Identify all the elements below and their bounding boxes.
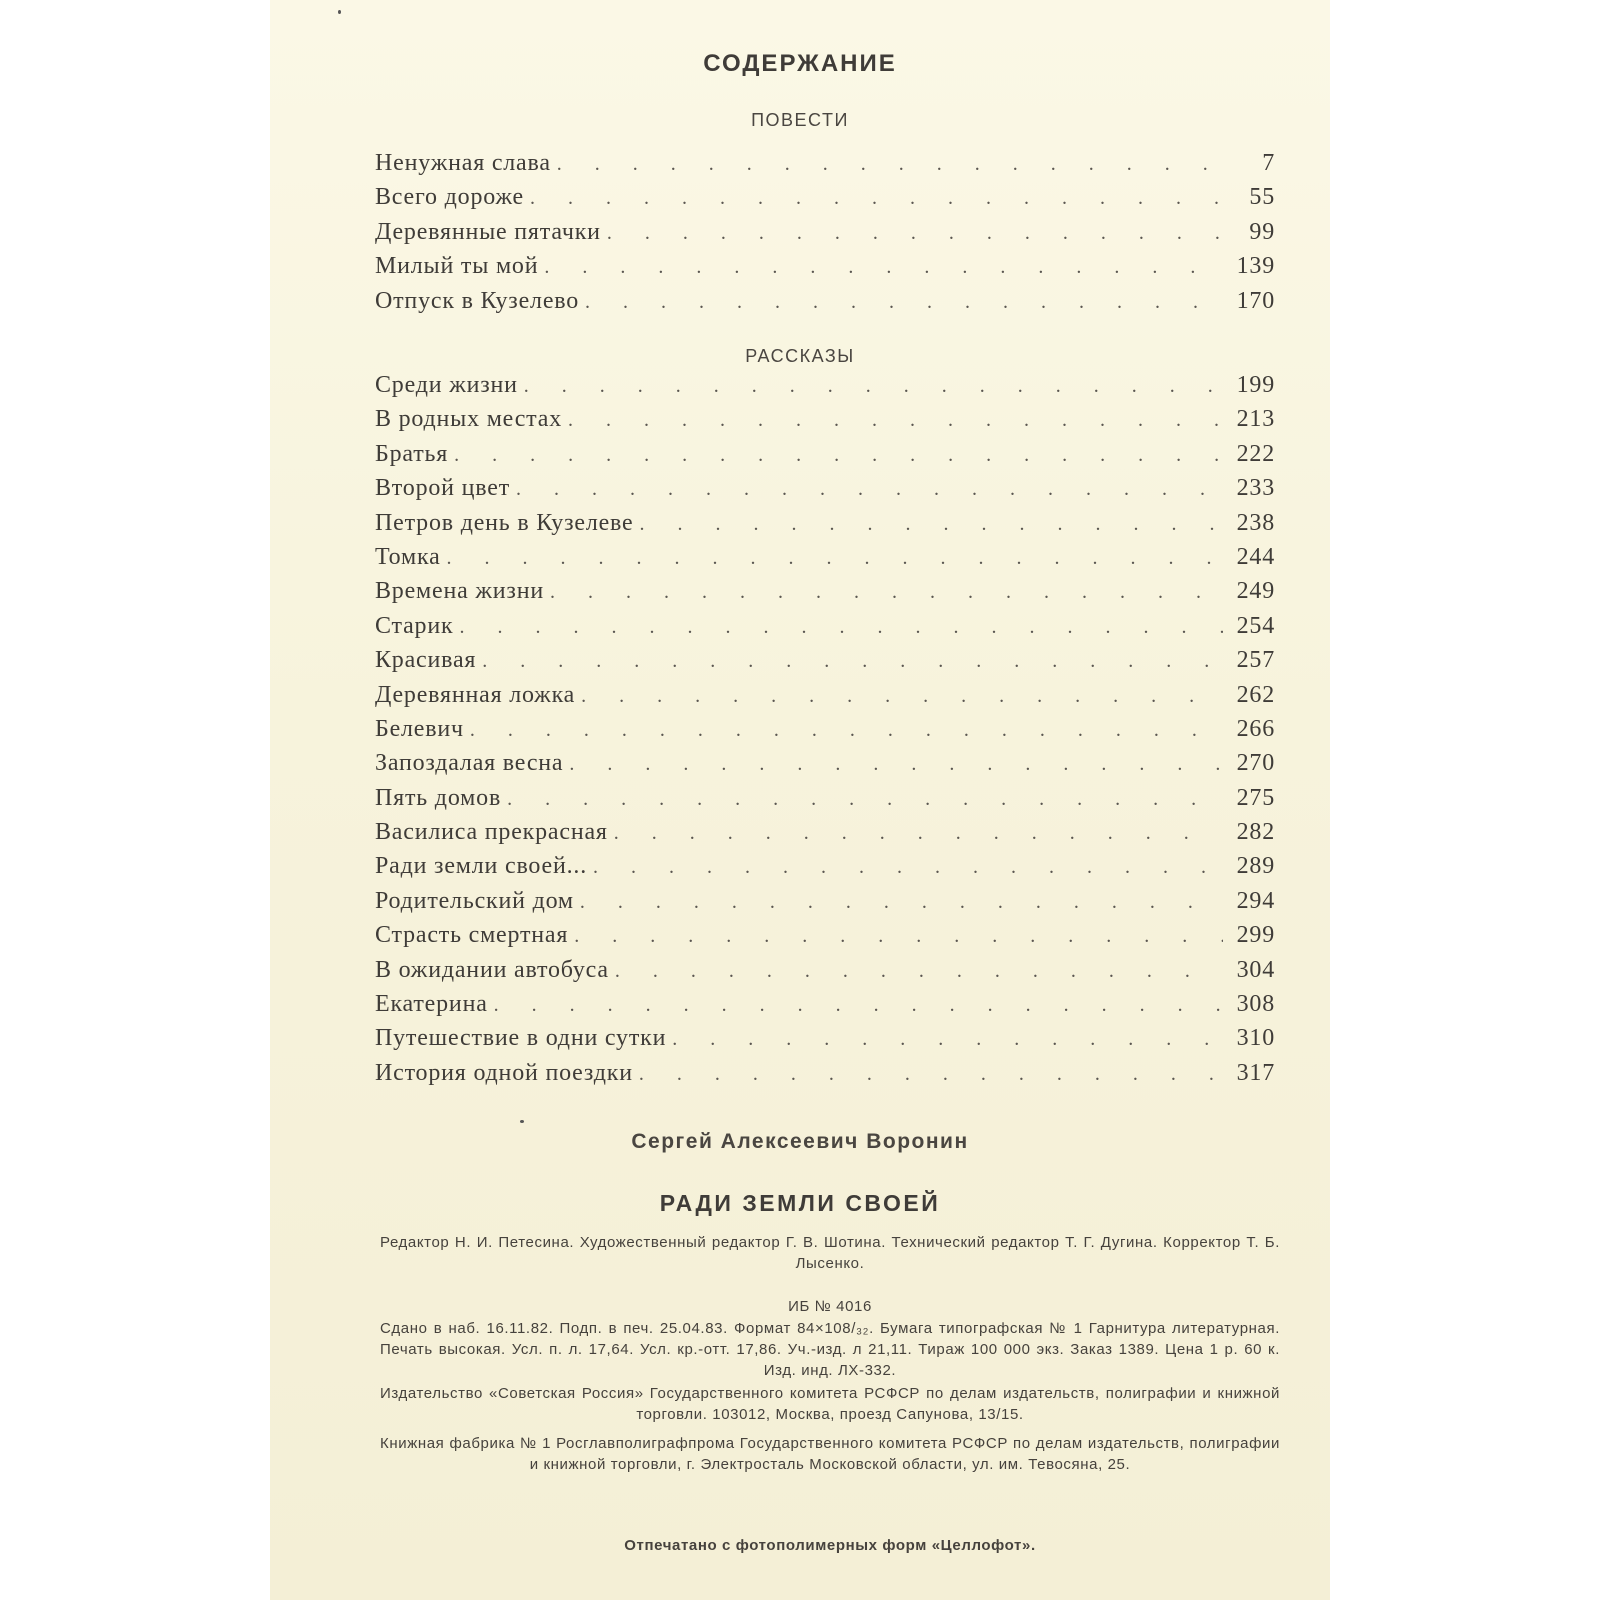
- dot-leader: [544, 256, 1223, 279]
- entry-title: Белевич: [375, 715, 464, 742]
- entry-title: Братья: [375, 440, 449, 467]
- section-title-rasskazy: РАССКАЗЫ: [745, 346, 855, 366]
- paper-speck: [338, 10, 341, 14]
- toc-entry: [375, 1060, 1275, 1094]
- entry-title: Родительский дом: [375, 887, 574, 914]
- entry-page: 317: [1236, 1059, 1275, 1086]
- entry-page: 270: [1236, 750, 1275, 777]
- entry-page: 99: [1249, 218, 1275, 245]
- toc-entry: [375, 253, 1275, 287]
- entry-page: 282: [1236, 819, 1275, 846]
- entry-title: Страсть смертная: [375, 922, 569, 949]
- toc-entry: [375, 716, 1275, 750]
- entry-title: Старик: [375, 612, 454, 639]
- dot-leader: [470, 719, 1223, 742]
- entry-title: Василиса прекрасная: [375, 819, 608, 846]
- entry-title: Путешествие в одни сутки: [375, 1025, 667, 1052]
- entry-title: Деревянная ложка: [375, 681, 576, 708]
- entry-title: В ожидании автобуса: [375, 956, 609, 983]
- dot-leader: [447, 547, 1223, 570]
- printer-info: [380, 1433, 1280, 1475]
- dot-leader: [524, 375, 1223, 398]
- entry-title: Пять домов: [375, 784, 502, 811]
- publisher-info: [380, 1383, 1280, 1425]
- paper-speck: [520, 1120, 524, 1123]
- toc-entry: [375, 372, 1275, 406]
- entry-page: 254: [1236, 612, 1275, 639]
- dot-leader: [454, 444, 1223, 467]
- entry-title: История одной поездки: [375, 1059, 633, 1086]
- book-title: РАДИ ЗЕМЛИ СВОЕЙ: [659, 1190, 941, 1216]
- dot-leader: [516, 478, 1223, 501]
- entry-page: 304: [1236, 956, 1275, 983]
- entry-title: Второй цвет: [375, 475, 510, 502]
- printer-text: Книжная фабрика № 1 Росглавполиграфпрома Государственного комитета РСФСР по делам издательств, полиграфии и книжной торговли, г. Электросталь Московской области, ул. им. Тевосяна, 25.: [380, 1435, 1280, 1473]
- toc-entry: [375, 957, 1275, 991]
- entry-page: 139: [1236, 253, 1275, 280]
- entry-page: 299: [1236, 922, 1275, 949]
- print-specs: [380, 1318, 1280, 1381]
- toc-entry: [375, 991, 1275, 1025]
- dot-leader: [459, 616, 1223, 639]
- toc-entry: [375, 544, 1275, 578]
- entry-page: 238: [1236, 509, 1275, 536]
- toc-entry: [375, 853, 1275, 887]
- entry-title: Всего дороже: [375, 184, 524, 211]
- entry-page: 308: [1236, 991, 1275, 1018]
- entry-page: 262: [1236, 681, 1275, 708]
- entry-page: 213: [1236, 406, 1275, 433]
- entry-title: Екатерина: [375, 991, 488, 1018]
- entry-page: 199: [1236, 372, 1275, 398]
- dot-leader: [507, 788, 1223, 811]
- credits-text: Редактор Н. И. Петесина. Художественный редактор Г. В. Шотина. Технический редактор Т. Г. Дугина. Корректор Т. Б. Лысенко.: [380, 1234, 1280, 1272]
- entry-page: 294: [1236, 887, 1275, 914]
- entry-title: Красивая: [375, 647, 477, 674]
- editor-credits: [380, 1232, 1280, 1274]
- dot-leader: [640, 513, 1224, 536]
- dot-leader: [593, 856, 1223, 879]
- toc-entry: [375, 888, 1275, 922]
- dot-leader: [585, 291, 1223, 314]
- specs-text: Сдано в наб. 16.11.82. Подп. в печ. 25.04.83. Формат 84×108/₃₂. Бумага типографская № 1 Гарнитура литературная. Печать высокая. Усл. п. л. 17,64. Усл. кр.-отт. 17,86. Уч.-изд. л 21,11. Тираж 100 000 экз. Заказ 1389. Цена 1 р. 60 к. Изд. инд. ЛХ-332.: [380, 1320, 1280, 1379]
- entry-page: 233: [1236, 475, 1275, 502]
- toc-entry: [375, 613, 1275, 647]
- dot-leader: [672, 1028, 1223, 1051]
- entry-page: 222: [1236, 440, 1275, 467]
- toc-entry: [375, 578, 1275, 612]
- toc-list-povesti: [375, 150, 1275, 322]
- entry-title: Ненужная слава: [375, 150, 551, 176]
- toc-entry: [375, 1025, 1275, 1059]
- dot-leader: [639, 1063, 1223, 1086]
- publisher-text: Издательство «Советская Россия» Государственного комитета РСФСР по делам издательств, полиграфии и книжной торговли. 103012, Москва, проезд Сапунова, 13/15.: [380, 1385, 1280, 1423]
- entry-page: 170: [1236, 287, 1275, 314]
- contents-title: СОДЕРЖАНИЕ: [703, 50, 897, 77]
- entry-title: Томка: [375, 543, 441, 570]
- entry-page: 310: [1236, 1025, 1275, 1052]
- dot-leader: [607, 222, 1223, 245]
- dot-leader: [580, 891, 1223, 914]
- book-page: [270, 0, 1330, 1600]
- ib-number: ИБ № 4016: [788, 1298, 872, 1315]
- entry-title: Ради земли своей...: [375, 853, 588, 880]
- dot-leader: [614, 822, 1223, 845]
- dot-leader: [557, 153, 1223, 176]
- entry-title: Среди жизни: [375, 372, 518, 398]
- toc-entry: [375, 288, 1275, 322]
- printed-note: Отпечатано с фотополимерных форм «Целлофот».: [624, 1537, 1036, 1554]
- author-name: Сергей Алексеевич Воронин: [631, 1130, 969, 1153]
- dot-leader: [482, 650, 1223, 673]
- toc-entry: [375, 475, 1275, 509]
- entry-title: Деревянные пятачки: [375, 218, 601, 245]
- entry-title: В родных местах: [375, 406, 563, 433]
- entry-page: 275: [1236, 784, 1275, 811]
- toc-entry: [375, 922, 1275, 956]
- toc-list-rasskazy: [375, 372, 1275, 1094]
- entry-page: 249: [1236, 578, 1275, 605]
- dot-leader: [568, 409, 1223, 432]
- toc-entry: [375, 441, 1275, 475]
- entry-page: 244: [1236, 543, 1275, 570]
- dot-leader: [615, 960, 1223, 983]
- entry-page: 266: [1236, 715, 1275, 742]
- toc-entry: [375, 647, 1275, 681]
- dot-leader: [569, 753, 1223, 776]
- toc-entry: [375, 406, 1275, 440]
- entry-page: 55: [1249, 184, 1275, 211]
- entry-page: 7: [1262, 150, 1275, 176]
- entry-page: 289: [1236, 853, 1275, 880]
- toc-entry: [375, 682, 1275, 716]
- toc-entry: [375, 750, 1275, 784]
- toc-entry: [375, 785, 1275, 819]
- dot-leader: [574, 925, 1223, 948]
- toc-entry: [375, 819, 1275, 853]
- entry-title: Отпуск в Кузелево: [375, 287, 580, 314]
- entry-title: Времена жизни: [375, 578, 544, 605]
- entry-page: 257: [1236, 647, 1275, 674]
- section-title-povesti: ПОВЕСТИ: [751, 110, 849, 130]
- entry-title: Петров день в Кузелеве: [375, 509, 634, 536]
- dot-leader: [581, 685, 1223, 708]
- dot-leader: [494, 994, 1223, 1017]
- dot-leader: [550, 581, 1223, 604]
- toc-entry: [375, 219, 1275, 253]
- entry-title: Милый ты мой: [375, 253, 539, 280]
- toc-entry: [375, 150, 1275, 184]
- dot-leader: [530, 187, 1223, 210]
- entry-title: Запоздалая весна: [375, 750, 564, 777]
- toc-entry: [375, 184, 1275, 218]
- toc-entry: [375, 510, 1275, 544]
